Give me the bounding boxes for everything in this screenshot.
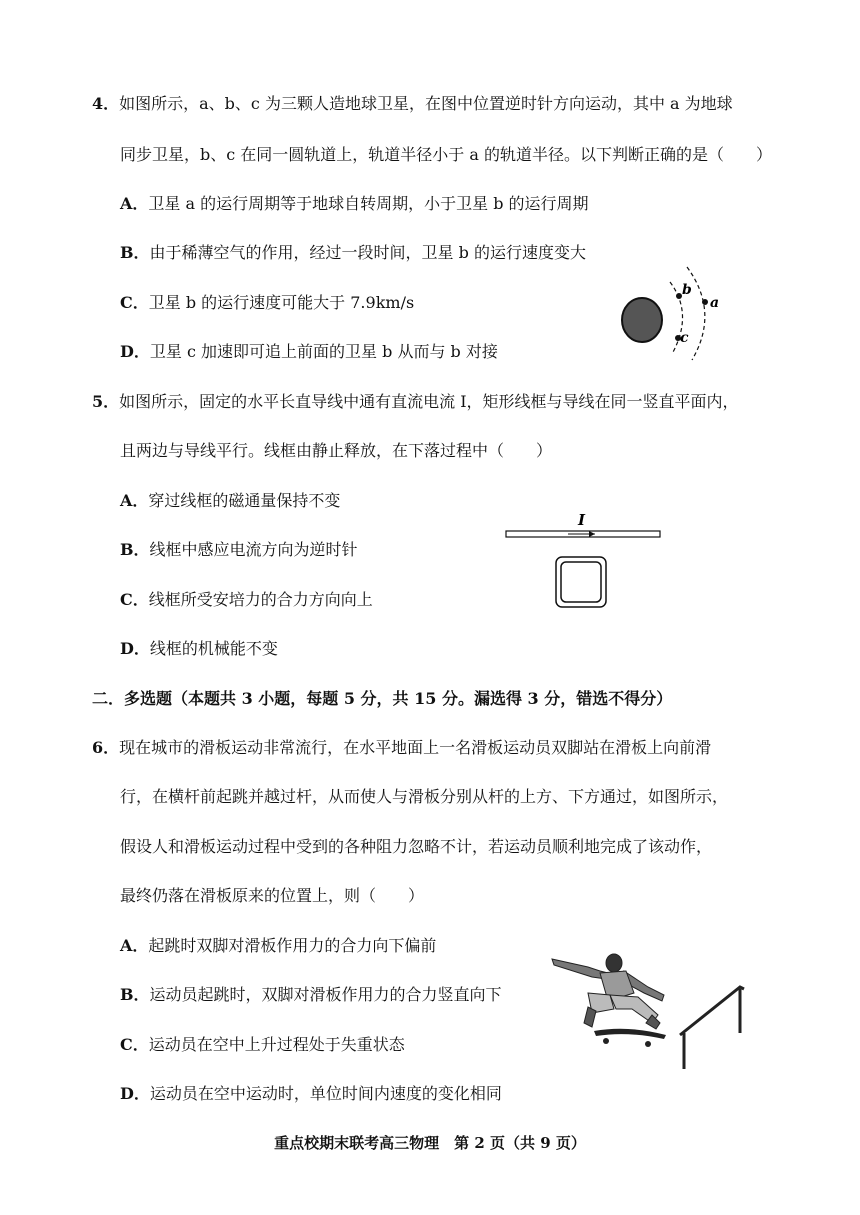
q6-stem-line4: 最终仍落在滑板原来的位置上，则（ ） <box>120 886 425 905</box>
outer-orbit-arc <box>687 267 705 360</box>
board-deck <box>594 1029 666 1039</box>
q6-option-a <box>120 935 436 957</box>
q6-stem-line1 <box>92 737 711 759</box>
current-label: I <box>578 511 586 529</box>
q6-option-b <box>120 984 502 1006</box>
option-text: 穿过线框的磁通量保持不变 <box>148 491 341 510</box>
wheel <box>603 1038 609 1044</box>
crossbar-rail <box>680 987 744 1035</box>
option-text: 卫星 c 加速即可追上前面的卫星 b 从而与 b 对接 <box>149 342 498 361</box>
option-text: 线框的机械能不变 <box>149 639 278 658</box>
option-text: 卫星 b 的运行速度可能大于 7.9km/s <box>148 293 415 312</box>
option-letter: A． <box>120 194 149 213</box>
option-letter: D． <box>120 639 150 658</box>
wheel <box>645 1041 651 1047</box>
head <box>606 954 622 972</box>
option-letter: C． <box>120 590 149 609</box>
option-text: 卫星 a 的运行周期等于地球自转周期，小于卫星 b 的运行周期 <box>148 194 589 213</box>
q6-number: 6． <box>92 738 120 757</box>
q4-stem-line2: 同步卫星，b、c 在同一圆轨道上，轨道半径小于 a 的轨道半径。以下判断正确的是（ ） <box>120 145 773 164</box>
option-text: 线框所受安培力的合力方向向上 <box>148 590 373 609</box>
option-letter: C． <box>120 1035 149 1054</box>
option-letter: B． <box>120 540 150 559</box>
option-letter: B． <box>120 985 150 1004</box>
q5-line1-text: 如图所示，固定的水平长直导线中通有直流电流 I，矩形线框与导线在同一竖直平面内， <box>119 392 739 411</box>
q6-option-c <box>120 1034 405 1056</box>
q5-option-d <box>120 638 278 660</box>
q5-stem-line1 <box>92 391 739 413</box>
q5-option-c <box>120 589 373 611</box>
satellite-a-dot <box>702 299 708 305</box>
crossbar <box>680 987 744 1069</box>
option-text: 线框中感应电流方向为逆时针 <box>149 540 358 559</box>
q4-option-b <box>120 242 586 264</box>
skateboarder-person <box>552 954 664 1029</box>
option-text: 起跳时双脚对滑板作用力的合力向下偏前 <box>148 936 437 955</box>
option-letter: D． <box>120 342 150 361</box>
q6-stem-line3: 假设人和滑板运动过程中受到的各种阻力忽略不计，若运动员顺利地完成了该动作， <box>120 837 713 856</box>
q5-number: 5． <box>92 392 120 411</box>
coil-inner <box>561 562 601 602</box>
option-text: 运动员起跳时，双脚对滑板作用力的合力竖直向下 <box>149 985 502 1004</box>
q6-option-d <box>120 1083 502 1105</box>
q4-number: 4． <box>92 94 120 113</box>
option-text: 运动员在空中运动时，单位时间内速度的变化相同 <box>149 1084 502 1103</box>
earth-circle <box>622 298 662 342</box>
wire-loop-figure <box>500 505 670 615</box>
satellite-c-label: c <box>680 330 689 346</box>
satellite-orbit-figure <box>612 262 732 362</box>
option-letter: A． <box>120 491 149 510</box>
left-arm <box>552 959 608 979</box>
option-text: 由于稀薄空气的作用，经过一段时间，卫星 b 的运行速度变大 <box>149 243 586 262</box>
option-letter: B． <box>120 243 150 262</box>
q6-line1-text: 现在城市的滑板运动非常流行，在水平地面上一名滑板运动员双脚站在滑板上向前滑 <box>119 738 712 757</box>
coil-outer <box>556 557 606 607</box>
q6-stem-line2: 行，在横杆前起跳并越过杆，从而使人与滑板分别从杆的上方、下方通过，如图所示， <box>120 787 729 806</box>
q4-option-c <box>120 292 414 314</box>
q4-stem-line1 <box>92 93 733 115</box>
option-text: 运动员在空中上升过程处于失重状态 <box>148 1035 405 1054</box>
q4-line1-text: 如图所示，a、b、c 为三颗人造地球卫星，在图中位置逆时针方向运动，其中 a 为地球 <box>119 94 733 113</box>
q5-option-a <box>120 490 340 512</box>
page-footer: 重点校期末联考高三物理 第 2 页（共 9 页） <box>274 1134 586 1152</box>
option-letter: A． <box>120 936 149 955</box>
satellite-b-label: b <box>682 282 692 298</box>
option-letter: C． <box>120 293 149 312</box>
skateboarder-figure <box>548 943 748 1071</box>
skateboard <box>594 1029 666 1047</box>
q4-option-a <box>120 193 589 215</box>
q5-option-b <box>120 539 358 561</box>
option-letter: D． <box>120 1084 150 1103</box>
satellite-a-label: a <box>710 295 720 311</box>
q4-option-d <box>120 341 498 363</box>
section-heading: 二．多选题（本题共 3 小题，每题 5 分，共 15 分。漏选得 3 分，错选不得分） <box>92 689 673 708</box>
left-shin <box>584 1007 596 1027</box>
q5-stem-line2: 且两边与导线平行。线框由静止释放，在下落过程中（ ） <box>120 441 553 460</box>
